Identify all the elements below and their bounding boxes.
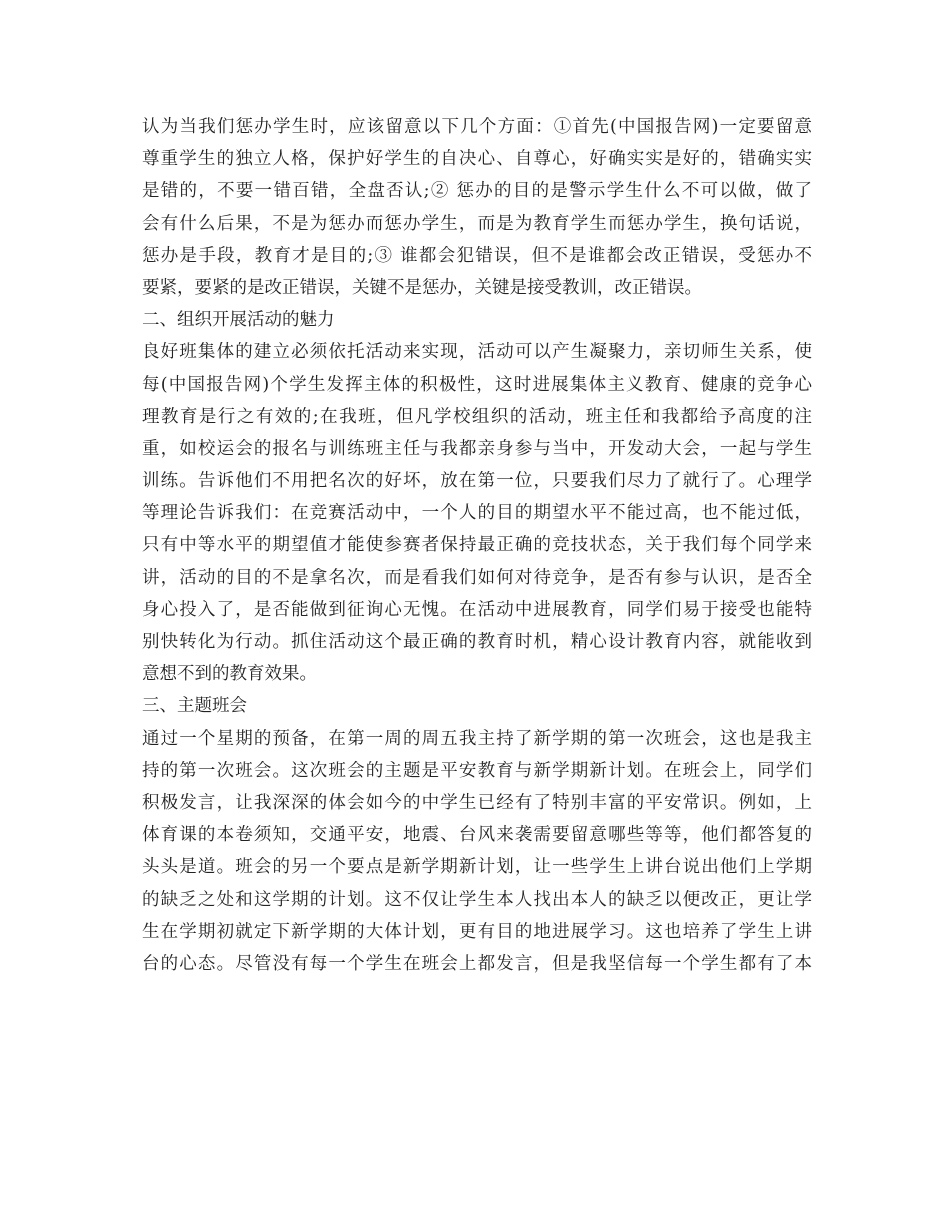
text-line: 台的心态。尽管没有每一个学生在班会上都发言，但是我坚信每一个学生都有了本 [142, 953, 812, 974]
text-line: 只有中等水平的期望值才能使参赛者保持最正确的竞技状态，关于我们每个同学来 [142, 535, 812, 556]
text-line: 会有什么后果，不是为惩办而惩办学生，而是为教育学生而惩办学生，换句话说， [142, 213, 812, 234]
text-line: 重，如校运会的报名与训练班主任与我都亲身参与当中，开发动大会，一起与学生 [142, 438, 812, 459]
text-line: 尊重学生的独立人格，保护好学生的自决心、自尊心，好确实实是好的，错确实实 [142, 149, 812, 170]
text-line: 是错的，不要一错百错，全盘否认;② 惩办的目的是警示学生什么不可以做，做了 [142, 181, 812, 202]
document-body [142, 111, 812, 980]
text-line: 积极发言，让我深深的体会如今的中学生已经有了特别丰富的平安常识。例如，上 [142, 792, 812, 813]
text-line: 生在学期初就定下新学期的大体计划，更有目的地进展学习。这也培养了学生上讲 [142, 921, 812, 942]
text-line: 体育课的本卷须知，交通平安，地震、台风来袭需要留意哪些等等，他们都答复的 [142, 825, 812, 846]
text-line: 讲，活动的目的不是拿名次，而是看我们如何对待竞争，是否有参与认识，是否全 [142, 567, 812, 588]
text-line: 身心投入了，是否能做到征询心无愧。在活动中进展教育，同学们易于接受也能特 [142, 599, 812, 620]
text-line: 认为当我们惩办学生时，应该留意以下几个方面：①首先(中国报告网)一定要留意 [142, 117, 812, 137]
text-line: 通过一个星期的预备，在第一周的周五我主持了新学期的第一次班会，这也是我主 [142, 728, 812, 749]
text-line: 意想不到的教育效果。 [142, 664, 317, 685]
section-heading: 二、组织开展活动的魅力 [142, 310, 335, 331]
text-line: 的缺乏之处和这学期的计划。这不仅让学生本人找出本人的缺乏以便改正，更让学 [142, 889, 812, 910]
text-line: 头头是道。班会的另一个要点是新学期新计划，让一些学生上讲台说出他们上学期 [142, 857, 812, 878]
text-line: 等理论告诉我们：在竞赛活动中，一个人的目的期望水平不能过高，也不能过低， [142, 503, 812, 524]
text-line: 别快转化为行动。抓住活动这个最正确的教育时机，精心设计教育内容，就能收到 [142, 632, 812, 652]
text-line: 训练。告诉他们不用把名次的好坏，放在第一位，只要我们尽力了就行了。心理学 [142, 471, 812, 492]
text-line: 惩办是手段，教育才是目的;③ 谁都会犯错误，但不是谁都会改正错误，受惩办不 [142, 245, 812, 266]
text-line: 持的第一次班会。这次班会的主题是平安教育与新学期新计划。在班会上，同学们 [142, 760, 812, 781]
text-line: 每(中国报告网)个学生发挥主体的积极性，这时进展集体主义教育、健康的竞争心 [142, 374, 812, 395]
text-line: 理教育是行之有效的;在我班，但凡学校组织的活动，班主任和我都给予高度的注 [142, 406, 812, 427]
section-heading: 三、主题班会 [142, 696, 247, 717]
text-line: 良好班集体的建立必须依托活动来实现，活动可以产生凝聚力，亲切师生关系，使 [142, 342, 812, 363]
text-line: 要紧，要紧的是改正错误，关键不是惩办，关键是接受教训，改正错误。 [142, 277, 702, 298]
